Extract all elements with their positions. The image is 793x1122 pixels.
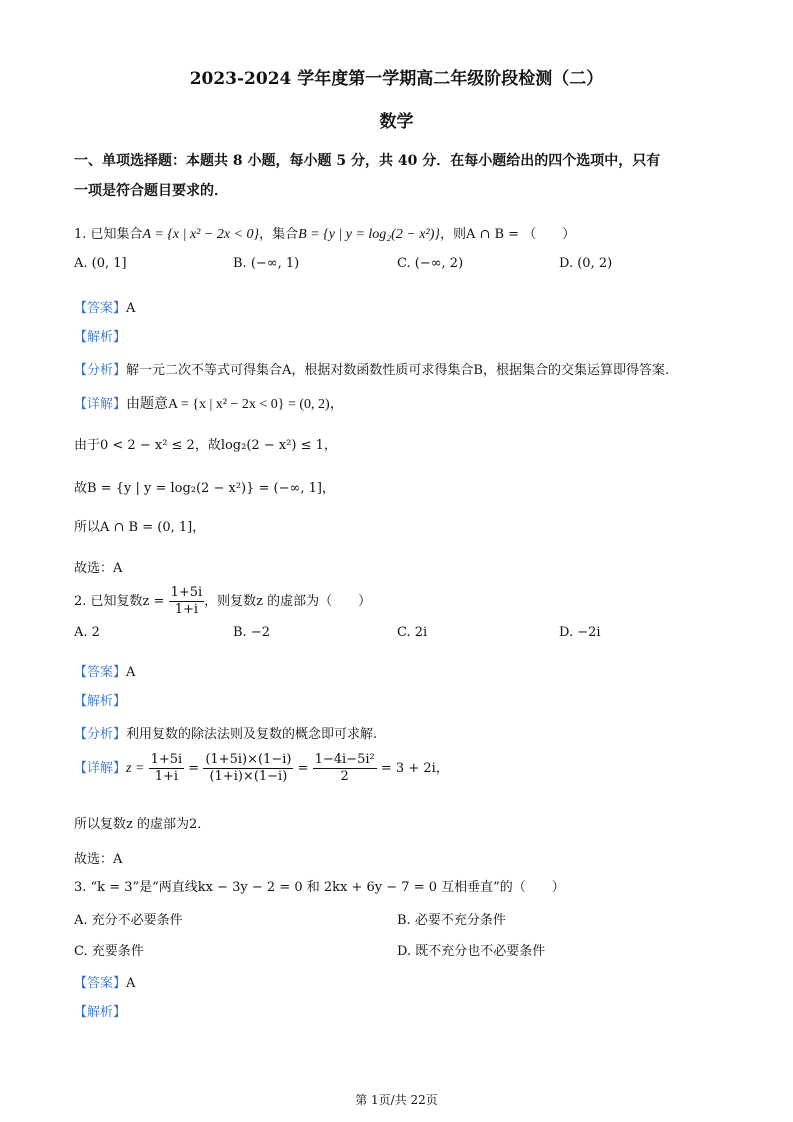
q2-conclusion: 所以复数z 的虚部为2． [74, 817, 211, 832]
q1-set-b: B = {y | y = log₂(2 − x²)} [298, 227, 440, 242]
page-number: 第 1页/共 22页 [355, 1093, 438, 1107]
answer-label: 【答案】 [74, 665, 127, 680]
q1-xiangjie [74, 393, 344, 413]
q1-option-b: B. (−∞, 1) [233, 256, 300, 271]
q2-frac-den: 1+i [174, 602, 199, 617]
q1-stem [74, 223, 575, 243]
q2-option-b: B. −2 [233, 625, 270, 640]
q3-analysis-label: 【解析】 [74, 1005, 127, 1020]
page-title: 2023-2024 学年度第一学期高二年级阶段检测（二） [189, 69, 604, 89]
q2-fenxi [74, 723, 377, 742]
section-heading-line1: 一、单项选择题：本题共 8 小题，每小题 5 分，共 40 分．在每小题给出的四个选项中，只有 [74, 153, 661, 169]
q3-option-a: A. 充分不必要条件 [74, 913, 183, 928]
q2-xj-f3-den: 2 [340, 769, 349, 784]
q2-option-d: D. −2i [559, 625, 601, 640]
q1-set-a: A = {x | x² − 2x < 0} [142, 227, 260, 242]
q2-xj-f1-num: 1+5i [150, 752, 183, 767]
q3-option-d: D. 既不充分也不必要条件 [397, 944, 546, 959]
q1-fenxi [74, 359, 669, 378]
q2-xj-f2-den: (1+i)×(1−i) [209, 769, 288, 784]
q2-frac-num: 1+5i [170, 585, 203, 600]
q1-step-1: 由题意A = {x | x² − 2x < 0} = (0, 2)， [126, 397, 344, 412]
q2-fraction [169, 585, 205, 618]
q1-step-3: 故B = {y | y = log₂(2 − x²)} = (−∞, 1]， [74, 481, 335, 496]
q2-option-c: C. 2i [397, 625, 428, 640]
q1-option-d: D. (0, 2) [559, 256, 613, 271]
q2-fenxi-text: 利用复数的除法法则及复数的概念即可求解. [126, 727, 378, 742]
section-heading-line2: 一项是符合题目要求的． [74, 183, 228, 199]
q1-step-4: 所以A ∩ B = (0, 1]， [74, 520, 206, 535]
answer-label: 【答案】 [74, 976, 127, 991]
q2-stem [74, 585, 371, 618]
xiangjie-label: 【详解】 [74, 761, 127, 776]
q3-option-b: B. 必要不充分条件 [397, 913, 506, 928]
fenxi-label: 【分析】 [74, 727, 127, 742]
q1-fenxi-text: 解一元二次不等式可得集合A，根据对数函数性质可求得集合B，根据集合的交集运算即得答案. [126, 363, 670, 378]
q3-option-c: C. 充要条件 [74, 944, 144, 959]
q2-answer-value: A [126, 665, 136, 680]
q1-stem-mid: ，集合 [259, 227, 299, 242]
q2-xj-z: z = [126, 761, 145, 776]
q2-xj-f1-den: 1+i [154, 769, 179, 784]
q1-step-2: 由于0 < 2 − x² ≤ 2，故log₂(2 − x²) ≤ 1， [74, 438, 337, 453]
q2-stem-suffix: ，则复数z 的虚部为（ ） [204, 594, 372, 609]
q2-answer [74, 661, 135, 680]
q2-xj-frac-1 [149, 752, 185, 785]
q2-xj-frac-3 [313, 752, 377, 785]
answer-label: 【答案】 [74, 301, 127, 316]
q2-xj-f3-num: 1−4i−5i² [314, 752, 375, 767]
q1-analysis-label: 【解析】 [74, 330, 127, 345]
q1-stem-suffix: ，则A ∩ B = （ ） [439, 227, 576, 242]
q2-stem-prefix: 2. 已知复数z = [74, 594, 165, 609]
q3-stem: 3. “k = 3”是“两直线kx − 3y − 2 = 0 和 2kx + 6y − 7 = 0 互相垂直”的（ ） [74, 880, 565, 895]
q3-answer-value: A [126, 976, 136, 991]
q1-answer [74, 297, 135, 316]
q1-option-a: A. (0, 1] [74, 256, 127, 271]
q2-final: 故选：A [74, 852, 123, 867]
q3-answer [74, 972, 135, 991]
q1-option-c: C. (−∞, 2) [397, 256, 464, 271]
q2-xj-result: = 3 + 2i， [380, 761, 449, 776]
q2-xiangjie: 【详解】z = $\frac{1+5i}{1+i}$ = $\frac{(1+5i)\times(1-i)}{(1+i)\times(1-i)}$ = $\frac{\text{1−4i−5i²}}{2}$ = 3 + 2i， [74, 752, 449, 784]
q2-xj-f2-num: (1+5i)×(1−i) [205, 752, 292, 767]
q2-analysis-label: 【解析】 [74, 694, 127, 709]
fenxi-label: 【分析】 [74, 363, 127, 378]
xiangjie-label: 【详解】 [74, 397, 127, 412]
q1-answer-value: A [126, 301, 136, 316]
q2-option-a: A. 2 [74, 625, 100, 640]
q2-xj-frac-2 [203, 752, 293, 785]
subject-title: 数学 [379, 112, 414, 132]
q1-stem-prefix: 1. 已知集合 [74, 227, 143, 242]
q1-step-5: 故选：A [74, 561, 123, 576]
